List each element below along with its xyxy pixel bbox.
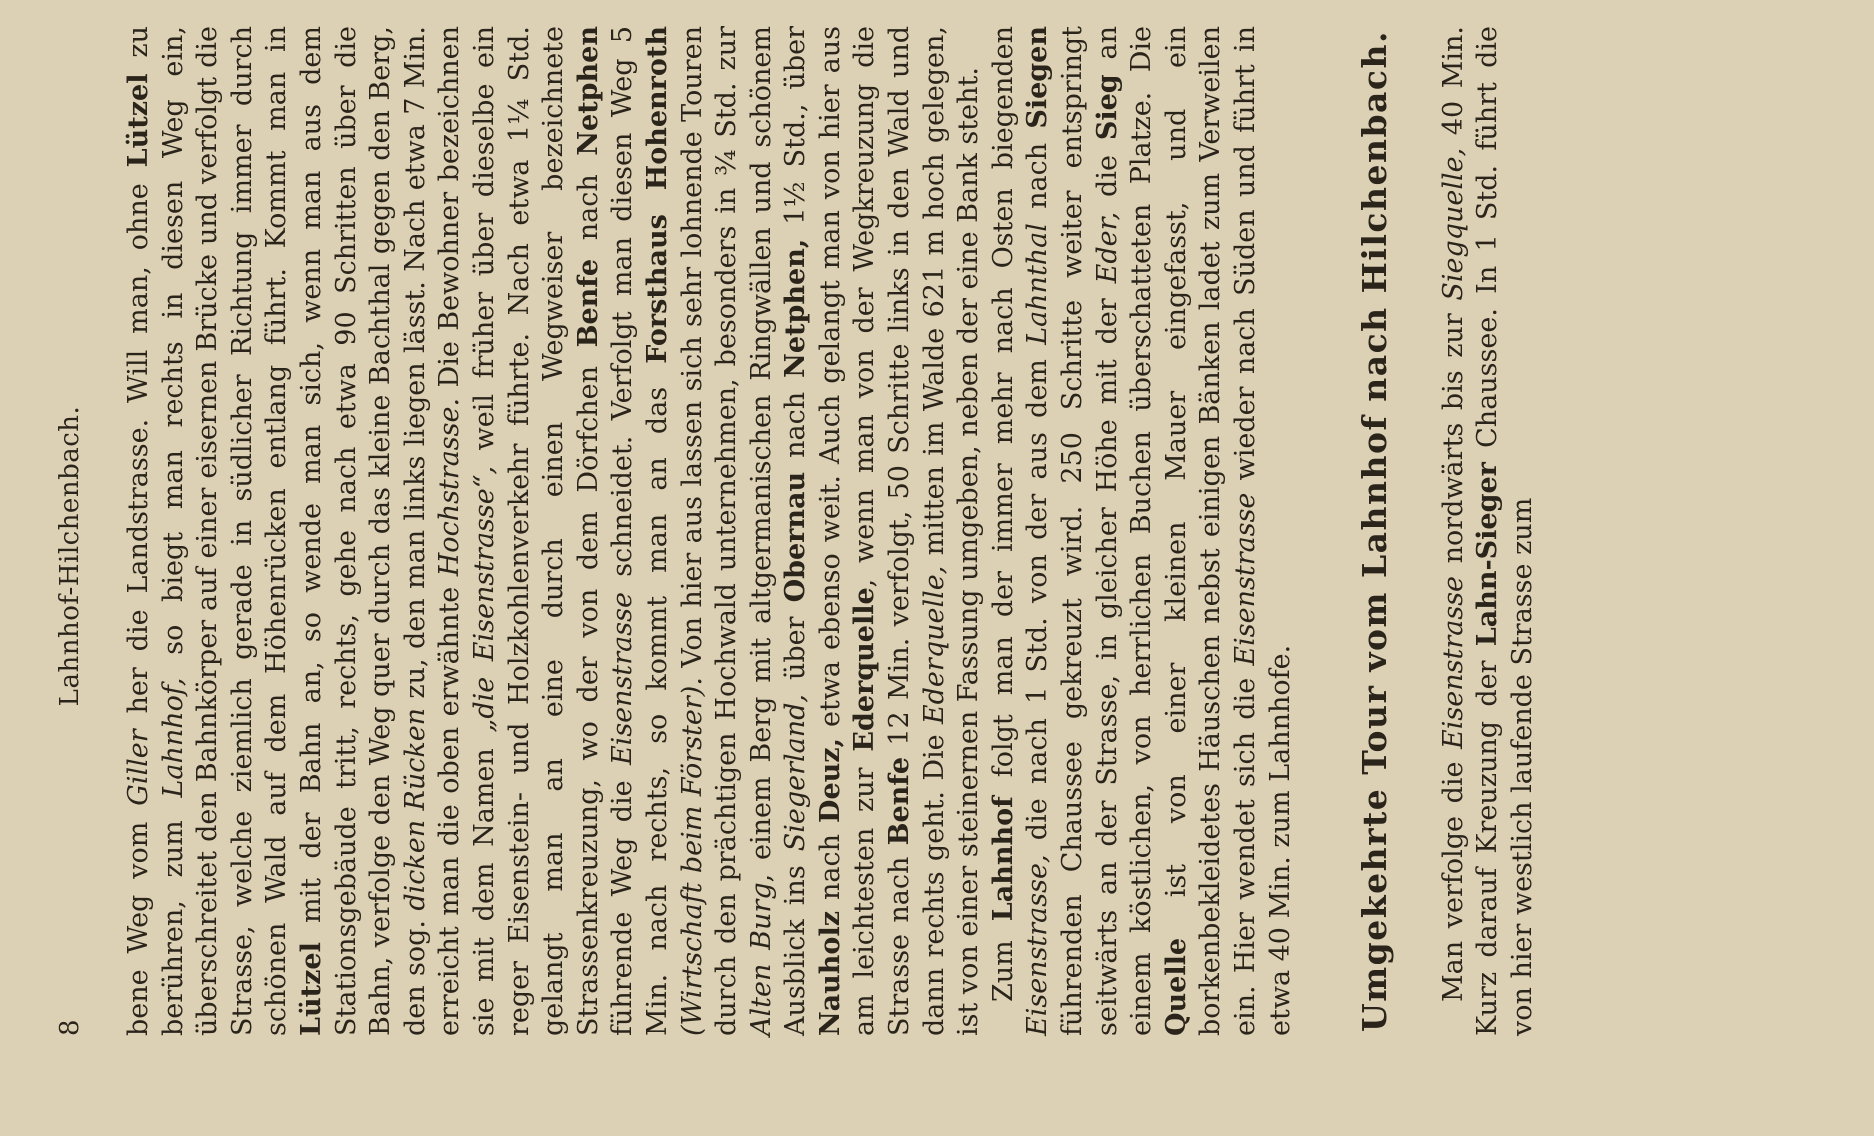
text-run: nach [572, 155, 604, 259]
bold-term: Lützel [295, 942, 327, 1036]
bold-term: Lahn-Sieger [1472, 462, 1504, 647]
body-text [122, 26, 1541, 1036]
text-run: an einem köstlichen, von herrlichen Buchen überschatteten Platze. Die [1091, 25, 1158, 1036]
italic-term: dicken Rücken [399, 707, 431, 911]
text-run: 1½ Std., über [780, 26, 812, 239]
bold-term: Benfe [884, 756, 916, 846]
text-run: 40 Min. Kurz darauf Kreuzung der [1437, 26, 1504, 1036]
text-run: führenden Chaussee gekreuzt wird. 250 Schritte weiter entspringt seitwärts an der Strasse, in gleicher Höhe mit der [1057, 26, 1123, 1036]
text-run: nach [814, 822, 846, 911]
italic-term: Lahnhof, [157, 677, 189, 798]
bold-term: Deuz, [814, 738, 846, 823]
text-run: die nach 1 Std. von der aus dem [1022, 344, 1054, 855]
text-run: etwa ebenso weit. Auch gelangt man von hier aus am leichtesten zur [814, 26, 881, 1036]
italic-term: Hochstrasse. [434, 397, 466, 577]
bold-term: Netphen [572, 26, 604, 156]
page-header [40, 76, 100, 1036]
italic-term: Eder, [1091, 211, 1123, 284]
text-run: ist von einer kleinen Mauer eingefasst, und ein borkenbekleidetes Häuschen nebst einigen Bänken ladet zum Verweilen ein. Hier wendet sich die [1160, 26, 1261, 1036]
section-heading: Umgekehrte Tour vom Lahnhof nach Hilchenbach. [1355, 29, 1395, 1033]
text-run: 12 Min. verfolgt, 50 Schritte links in den Wald und dann rechts geht. Die [884, 25, 950, 1036]
page-number: 8 [55, 1019, 85, 1036]
running-head: Lahnhof-Hilchenbach. [55, 405, 85, 707]
bold-term: Lützel [123, 73, 154, 168]
text-run: Zum [987, 921, 1019, 1002]
text-run: Chaussee. In 1 Std. führt die von hier westlich laufende Strasse zum [1472, 26, 1538, 1036]
italic-term: (Wirtschaft beim Förster). [676, 677, 708, 1036]
bold-term: Nauholz [814, 910, 846, 1036]
paragraph-route-description [122, 26, 987, 1036]
italic-term: Lahnthal [1022, 223, 1054, 345]
text-run: nach [780, 377, 812, 472]
text-run: Man verfolge die [1437, 748, 1469, 1002]
text-run: weil früher über dieselbe ein reger Eisenstein- und Holzkohlenverkehr führte. Nach etwa 1¼ Std. gelangt man an eine durch einen Wegweiser bezeichnete Strassenkreuzung, wo der von dem Dörfchen [468, 26, 604, 1036]
italic-term: Siegquelle, [1437, 147, 1469, 301]
italic-term: Siegerland, [780, 694, 812, 852]
italic-term: Giller [123, 729, 154, 806]
bold-term: Siegen [1022, 26, 1054, 129]
text-run: so biegt man rechts in diesen Weg ein, überschreitet den Bahnkörper auf einer eisernen Brücke und verfolgt die Strasse, welche ziemlich gerade in südlicher Richtung immer durch schönen Wald auf dem Höhenrücken entlang führt. Kommt man in [157, 25, 293, 1036]
text-run: Die Bewohner bezeichnen sie mit dem Namen [434, 26, 500, 1036]
bold-term: Quelle [1160, 937, 1192, 1036]
italic-term: Eisenstrasse, [1022, 854, 1054, 1036]
text-run: nordwärts bis zur [1437, 300, 1469, 576]
italic-term: Ederquelle, [918, 565, 950, 725]
text-run: über [780, 602, 812, 695]
text-run: schneidet. Verfolgt man diesen Weg 5 Min. nach rechts, so kommt man an das [607, 25, 673, 1036]
italic-term: Alten Burg [745, 882, 777, 1036]
text-run: bene Weg vom [123, 805, 154, 1036]
bold-term: Benfe [572, 258, 604, 348]
bold-term: Sieg [1091, 74, 1123, 141]
text-run: die [1091, 140, 1123, 212]
italic-term: Eisenstrasse [1230, 492, 1261, 666]
italic-term: „die Eisenstrasse“, [468, 465, 500, 733]
text-run: Von hier aus lassen sich sehr lohnende Touren durch den prächtigen Hochwald unternehmen, besonders in ¾ Std. zur [676, 26, 743, 1036]
bold-term: Netphen, [780, 238, 812, 378]
text-run: her die Landstrasse. Will man, ohne [123, 167, 154, 730]
paragraph-lahnhof [987, 26, 1298, 1036]
text-run: zu, den man links liegen lässt. Nach etwa 7 Min. erreicht man die oben erwähnte [399, 26, 466, 1036]
text-run: mitten im Walde 621 m hoch gelegen, ist von einer steinernen Fassung umgeben, neben der eine Bank steht. [918, 26, 985, 1036]
italic-term: Eisenstrasse [607, 592, 639, 766]
text-run: wieder nach Süden und führt in etwa 40 Min. zum Lahnhofe. [1230, 26, 1296, 1036]
text-run: führende Weg die [607, 765, 639, 1036]
bold-term: Forsthaus Hohenroth [641, 26, 673, 364]
text-run: nach [1022, 128, 1054, 224]
text-run: , wenn man von der Wegkreuzung die Strasse nach [849, 25, 916, 1036]
text-run: folgt man der immer mehr nach Osten biegenden [987, 26, 1019, 797]
text-run: , einem Berg mit altgermanischen Ringwällen und schönem Ausblick ins [745, 26, 812, 1036]
italic-term: Eisenstrasse [1437, 575, 1469, 749]
paragraph-reverse-tour [1437, 26, 1541, 1036]
text-run: mit der Bahn an, so wende man sich, wenn man aus dem Stationsgebäude tritt, rechts, gehe nach etwa 90 Schritten über die Bahn, verfolge den Weg quer durch das kleine Bachthal gegen den Berg, den sog. [295, 26, 431, 1036]
bold-term: Lahnhof [987, 796, 1019, 922]
text-run: zu berühren, zum [123, 26, 189, 1036]
bold-term: Ederquelle [849, 587, 881, 752]
bold-term: Obernau [780, 471, 812, 603]
